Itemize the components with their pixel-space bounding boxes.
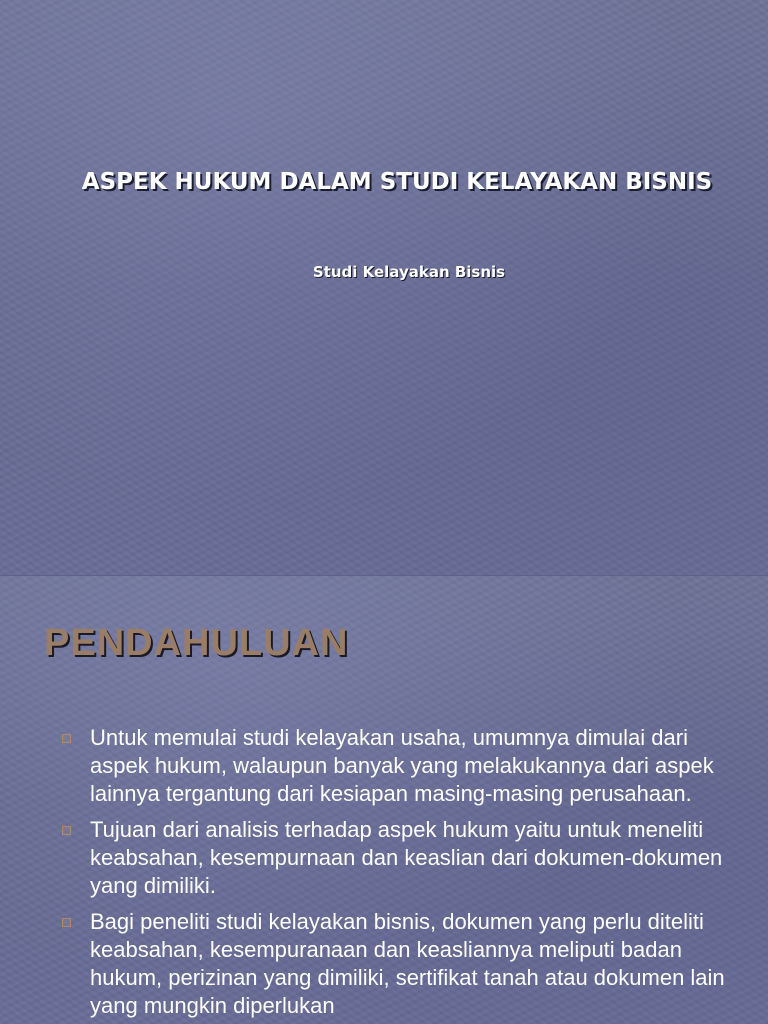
bullet-list <box>56 724 726 1024</box>
square-bullet-icon <box>62 826 71 835</box>
content-slide <box>0 576 768 1024</box>
bullet-text: Bagi peneliti studi kelayakan bisnis, dokumen yang perlu diteliti keabsahan, kesempuranaan dan keasliannya meliputi badan hukum, perizinan yang dimiliki, sertifikat tanah atau dokumen lain yang mungkin diperlukan <box>90 909 725 1018</box>
slide-subtitle: Studi Kelayakan Bisnis <box>312 263 506 281</box>
bullet-text: Untuk memulai studi kelayakan usaha, umumnya dimulai dari aspek hukum, walaupun banyak yang melakukannya dari aspek lainnya tergantung dari kesiapan masing-masing perusahaan. <box>90 725 714 806</box>
square-bullet-icon <box>62 734 71 743</box>
section-heading: PENDAHULUAN <box>44 622 349 664</box>
bullet-item <box>56 724 726 808</box>
bullet-item <box>56 816 726 900</box>
bullet-item <box>56 908 726 1020</box>
square-bullet-icon <box>62 918 71 927</box>
slide-title: ASPEK HUKUM DALAM STUDI KELAYAKAN BISNIS <box>81 169 713 195</box>
bullet-text: Tujuan dari analisis terhadap aspek hukum yaitu untuk meneliti keabsahan, kesempurnaan dan keaslian dari dokumen-dokumen yang dimiliki. <box>90 817 723 898</box>
